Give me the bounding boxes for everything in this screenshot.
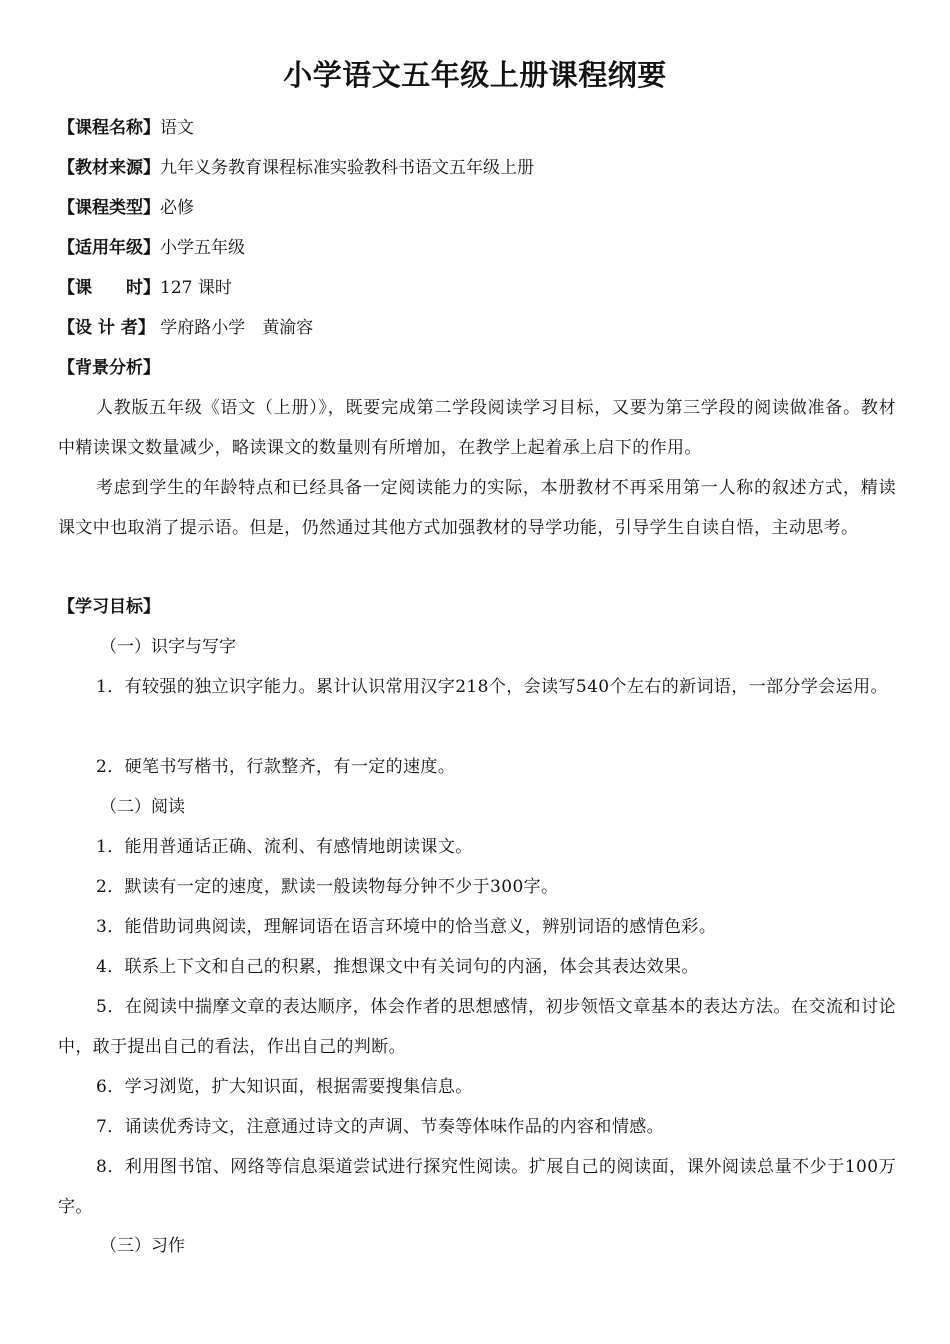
info-grade: [58, 233, 898, 263]
info-value: 必修: [160, 198, 194, 218]
background-paragraph-2: 考虑到学生的年龄特点和已经具备一定阅读能力的实际，本册教材不再采用第一人称的叙述方式，精读课文中也取消了提示语。但是，仍然通过其他方式加强教材的导学功能，引导学生自读自悟，主动思考。: [58, 478, 896, 538]
info-value: 127 课时: [160, 278, 232, 298]
goals-section-literacy-title: （一）识字与写字: [100, 637, 236, 657]
goals-reading-item-2: 2．默读有一定的速度，默读一般读物每分钟不少于300字。: [96, 877, 559, 897]
document-title: 小学语文五年级上册课程纲要: [283, 58, 667, 92]
goals-section-reading-title: （二）阅读: [100, 797, 185, 817]
info-label: 【课程类型】: [58, 198, 160, 218]
goals-literacy-item-1: 1．有较强的独立识字能力。累计认识常用汉字218个，会读写540个左右的新词语，一部分学会运用。: [96, 677, 888, 697]
goals-heading: 【学习目标】: [58, 597, 160, 617]
info-label: 【课程名称】: [58, 118, 160, 138]
goals-literacy-item-2: 2．硬笔书写楷书，行款整齐，有一定的速度。: [96, 757, 456, 777]
goals-reading-item-6: 6．学习浏览，扩大知识面，根据需要搜集信息。: [96, 1077, 473, 1097]
info-course-name: [58, 113, 898, 143]
goals-section-writing-title: （三）习作: [100, 1236, 185, 1256]
goals-reading-item-3: 3．能借助词典阅读，理解词语在语言环境中的恰当意义，辨别词语的感情色彩。: [96, 917, 717, 937]
goals-reading-item-5: 5．在阅读中揣摩文章的表达顺序，体会作者的思想感情，初步领悟文章基本的表达方法。在交流和讨论中，敢于提出自己的看法，作出自己的判断。: [58, 997, 896, 1057]
info-value: 九年义务教育课程标准实验教科书语文五年级上册: [160, 158, 534, 178]
background-heading: 【背景分析】: [58, 358, 160, 378]
info-value: 学府路小学 黄渝容: [154, 318, 314, 338]
goals-reading-item-1: 1．能用普通话正确、流利、有感情地朗读课文。: [96, 837, 473, 857]
goals-reading-item-4: 4．联系上下文和自己的积累，推想课文中有关词句的内涵，体会其表达效果。: [96, 957, 699, 977]
goals-reading-item-7: 7．诵读优秀诗文，注意通过诗文的声调、节奏等体味作品的内容和情感。: [96, 1117, 665, 1137]
info-course-type: [58, 193, 898, 223]
info-label: 【设 计 者】: [58, 318, 155, 338]
info-class-hours: [58, 273, 898, 303]
background-paragraph-1: 人教版五年级《语文（上册）》，既要完成第二学段阅读学习目标，又要为第三学段的阅读做准备。教材中精读课文数量减少，略读课文的数量则有所增加，在教学上起着承上启下的作用。: [58, 398, 896, 458]
info-value: 小学五年级: [160, 238, 245, 258]
info-label: 【适用年级】: [58, 238, 160, 258]
info-label: 【课 时】: [58, 278, 160, 298]
info-label: 【教材来源】: [58, 158, 160, 178]
info-designer: [58, 313, 898, 343]
info-value: 语文: [160, 118, 194, 138]
info-textbook-source: [58, 153, 898, 183]
goals-reading-item-8: 8．利用图书馆、网络等信息渠道尝试进行探究性阅读。扩展自己的阅读面，课外阅读总量不少于100万字。: [58, 1157, 896, 1217]
